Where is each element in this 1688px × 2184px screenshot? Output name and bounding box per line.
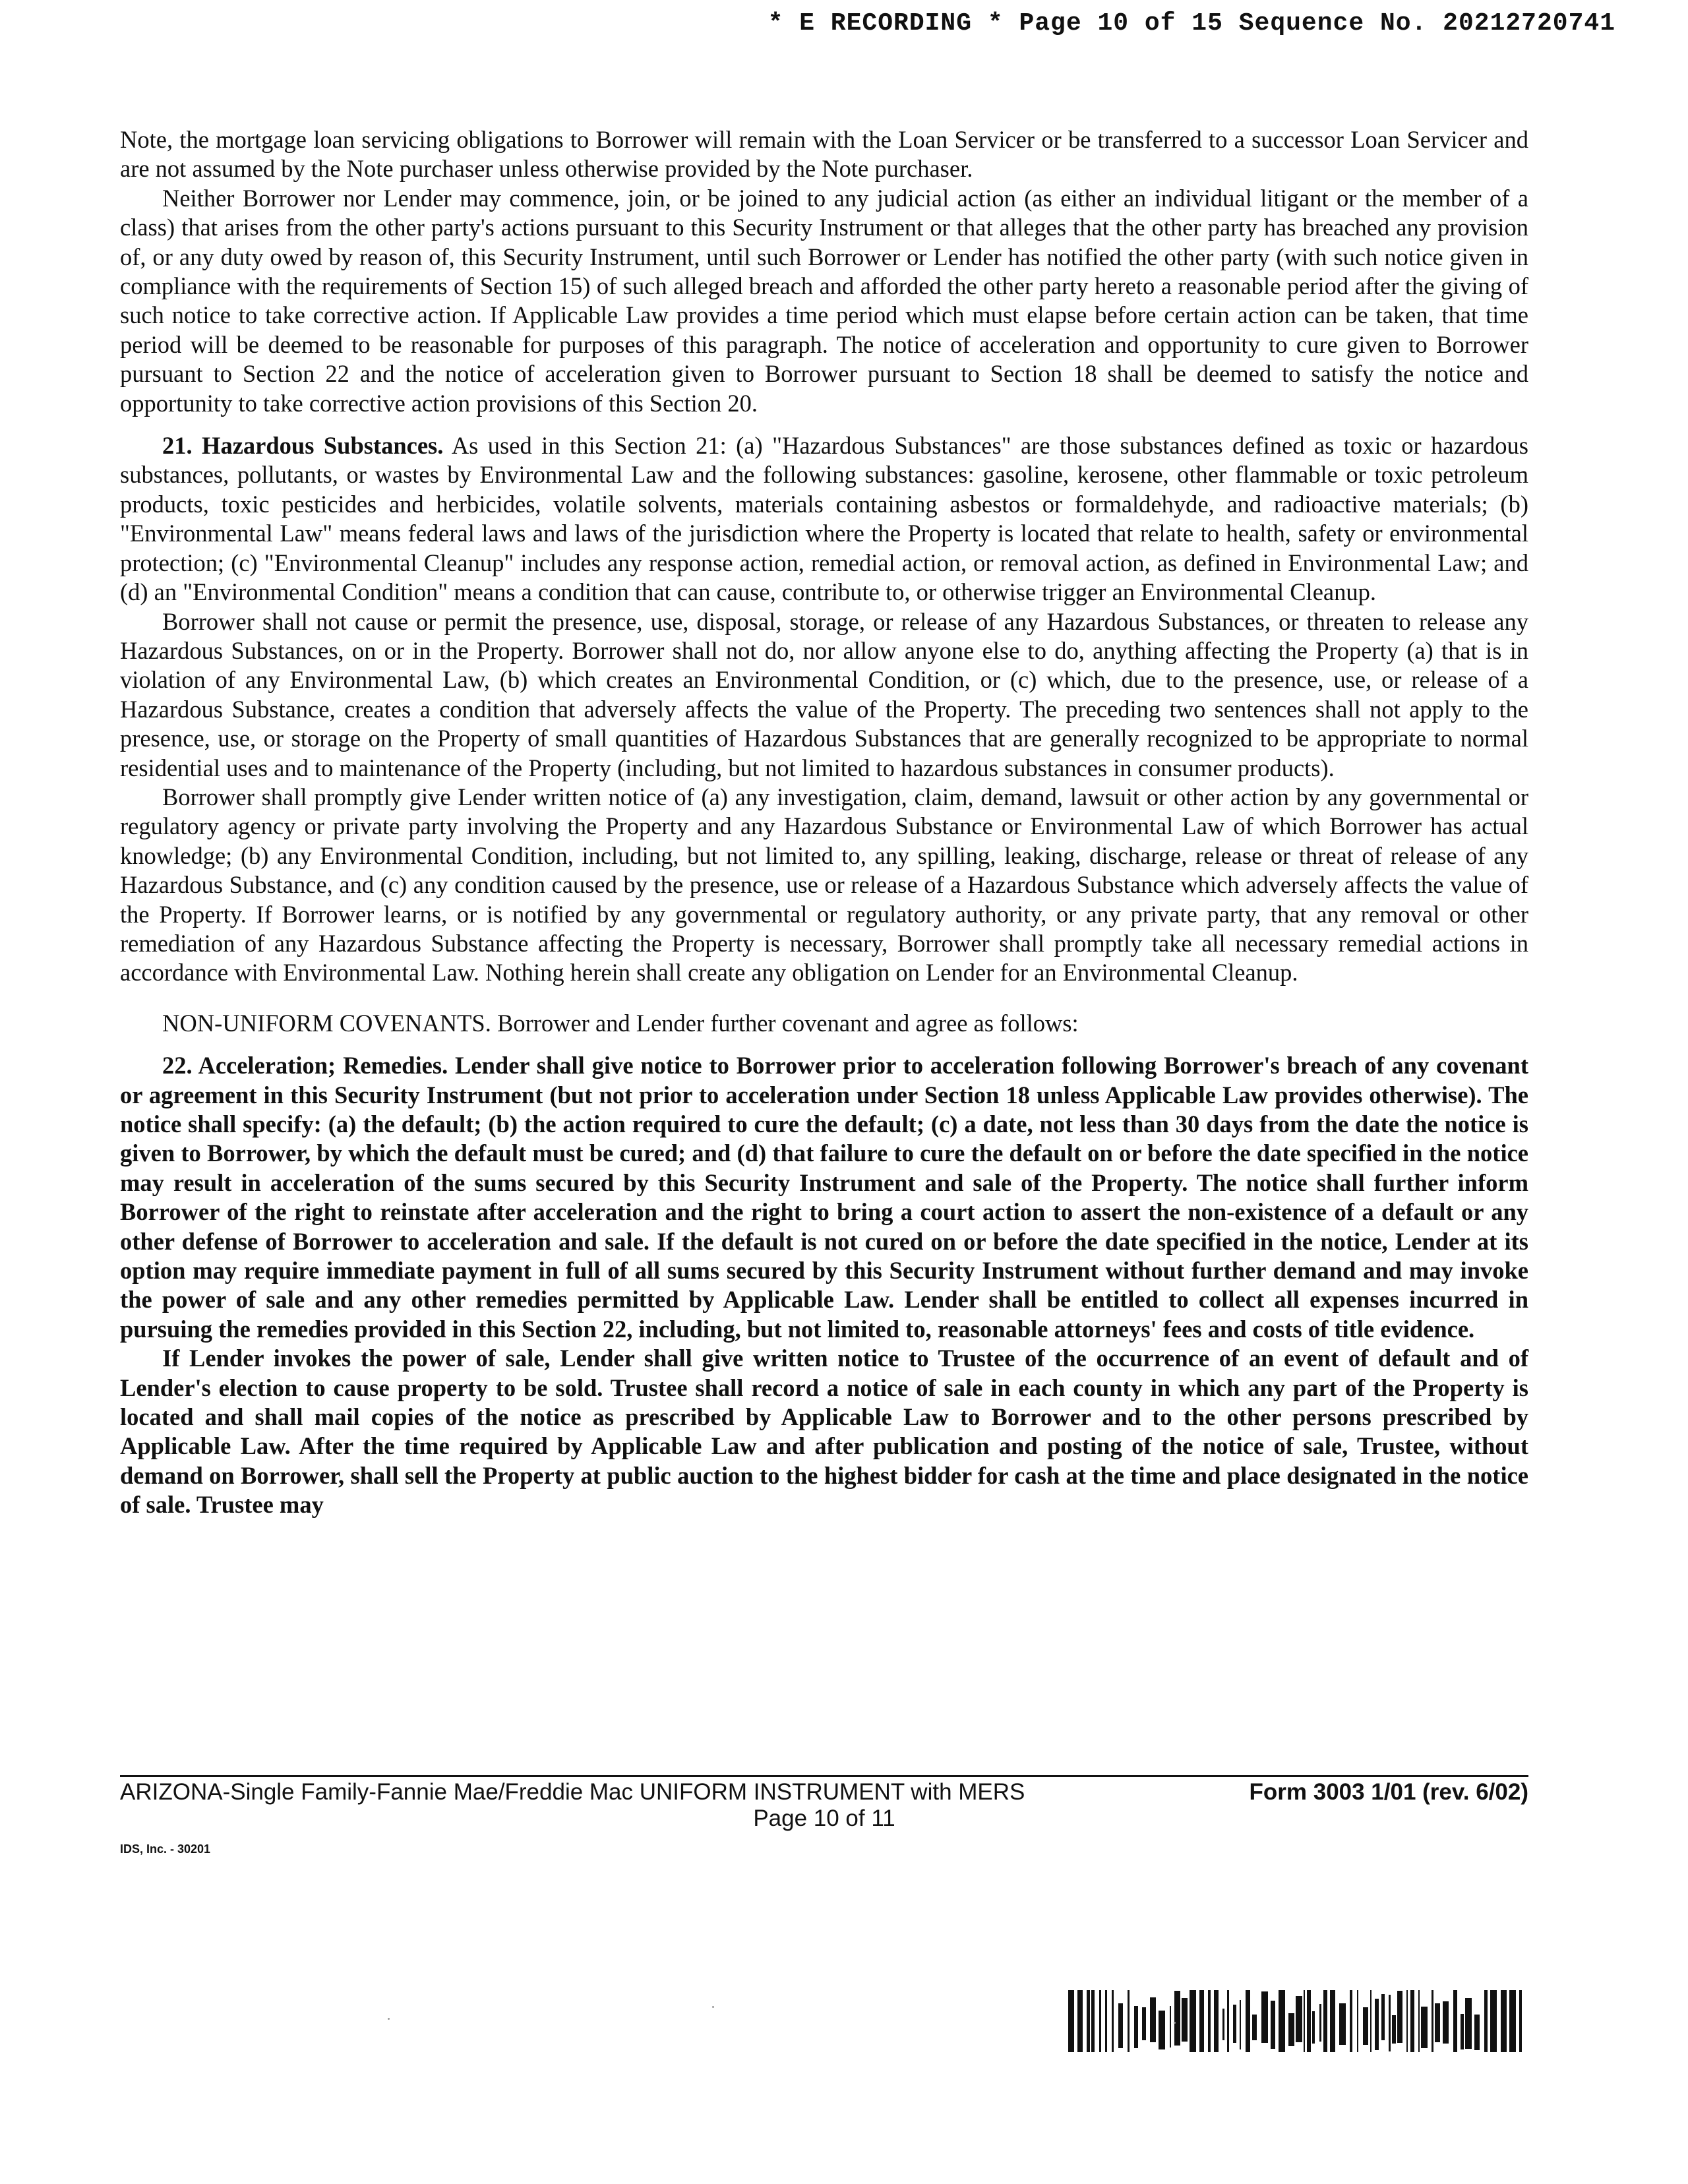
paragraph-power-of-sale: If Lender invokes the power of sale, Lender shall give written notice to Trustee of the occurrence of an event of default and of Lender's election to cause property to be sold. Trustee shall record a notice of sale in each county in which any part of the Property is located and shall mail copies of the notice as prescribed by Applicable Law to Borrower and to the other persons prescribed by Applicable Law. After the time required by Applicable Law and after publication and posting of the notice of sale, Trustee, without demand on Borrower, shall sell the Property at public auction to the highest bidder for cash at the time and place designated in the notice of sale. Trustee may [120,1345,1528,1519]
paragraph-section-22: 22. Acceleration; Remedies. Lender shall give notice to Borrower prior to acceleration following Borrower's breach of any covenant or agreement in this Security Instrument (but not prior to acceleration under Section 18 unless Applicable Law provides otherwise). The notice shall specify: (a) the default; (b) the action required to cure the default; (c) a date, not less than 30 days from the date the notice is given to Borrower, by which the default must be cured; and (d) that failure to cure the default on or before the date specified in the notice may result in acceleration of the sums secured by this Security Instrument and sale of the Property. The notice shall further inform Borrower of the right to reinstate after acceleration and the right to bring a court action to assert the non-existence of a default or any other defense of Borrower to acceleration and sale. If the default is not cured on or before the date specified in the notice, Lender at its option may require immediate payment in full of all sums secured by this Security Instrument without further demand and may invoke the power of sale and any other remedies permitted by Applicable Law. Lender shall be entitled to collect all expenses incurred in pursuing the remedies provided in this Section 22, including, but not limited to, reasonable attorneys' fees and costs of title evidence. [120,1052,1528,1343]
barcode-bar [1406,1990,1408,2052]
barcode-bar [1105,1990,1107,2052]
scan-speck [388,2018,390,2020]
barcode-bar [1288,2013,1294,2046]
recording-header: * E RECORDING * Page 10 of 15 Sequence No. 20212720741 [768,9,1615,38]
barcode-bar [1465,1998,1472,2049]
form-description [120,1779,1025,1805]
barcode-bar [1375,1999,1379,2050]
barcode-bar [1159,2011,1165,2049]
barcode-bar [1128,1990,1130,2052]
scan-speck [1174,2022,1176,2024]
barcode-bar [1227,1990,1229,2052]
barcode-bar [1233,2005,1236,2043]
barcode-bar [1461,2014,1464,2049]
barcode-bar [1068,1990,1074,2052]
barcode-bar [1410,1990,1414,2052]
barcode-bar [1134,2006,1138,2048]
form-id: Form 3003 1/01 (rev. 6/02) [1249,1779,1528,1805]
barcode-bar [1118,2003,1123,2048]
barcode-bar [1214,1990,1219,2052]
barcode-bar [1112,1990,1114,2052]
barcode-bar [1474,2015,1480,2050]
barcode-bar [1174,1991,1180,2046]
barcode-bar [1357,1990,1358,2052]
barcode-bar [1363,2007,1368,2045]
barcode-bar [1432,1990,1433,2052]
barcode-bar [1484,1990,1488,2052]
barcode-bar [1099,1990,1101,2052]
page-number: Page 10 of 11 [753,1805,895,1831]
barcode-bar [1381,1994,1385,2040]
barcode-bar [1222,2009,1224,2040]
scan-speck [712,2006,714,2008]
barcode-bar [1190,1990,1196,2052]
form-desc-text: -Single Family-Fannie Mae/Freddie Mac UNIFORM INSTRUMENT with MERS [222,1779,1025,1805]
non-uniform-covenants: NON-UNIFORM COVENANTS. Borrower and Lender further covenant and agree as follows: [162,1009,1079,1037]
barcode-bar [1453,1990,1457,2052]
footer-divider [120,1775,1528,1777]
section-21-heading: 21. Hazardous Substances. [162,432,444,460]
barcode-bar [1339,2003,1346,2045]
paragraph-section-20-notice: Neither Borrower nor Lender may commence, join, or be joined to any judicial action (as either an individual litigant or the member of a class) that arises from the other party's actions pursuant to this Security Instrument or that alleges that the other party has breached any provision of, or any duty owed by reason of, this Security Instrument, until such Borrower or Lender has notified the other party (with such notice given in compliance with the requirements of Section 15) of such alleged breach and afforded the other party hereto a reasonable period after the giving of such notice to take corrective action. If Applicable Law provides a time period which must elapse before certain action can be taken, that time period will be deemed to be reasonable for purposes of this paragraph. The notice of acceleration and opportunity to cure given to Borrower pursuant to Section 22 and the notice of acceleration given to Borrower pursuant to Section 18 shall be deemed to satisfy the notice and opportunity to take corrective action provisions of this Section 20. [120,184,1528,417]
barcode-bar [1170,2006,1171,2048]
barcode-bar [1501,1990,1507,2052]
barcode-bar [1150,1997,1156,2042]
barcode-bar [1350,1990,1352,2052]
paragraph-note-servicer: Note, the mortgage loan servicing obligations to Borrower will remain with the Loan Servicer or be transferred to a successor Loan Servicer and are not assumed by the Note purchaser unless otherwise provided by the Note purchaser. [120,126,1528,183]
barcode-bar [1389,1995,1391,2051]
barcode-bar [1246,1990,1250,2052]
barcode-bar [1319,2004,1321,2042]
form-state: ARIZONA [120,1779,223,1805]
barcode-bar [1296,1996,1302,2042]
paragraph-hazardous-prohibition: Borrower shall not cause or permit the presence, use, disposal, storage, or release of any Hazardous Substances, or threaten to release any Hazardous Substances, on or in the Property. Borrower shall not do, nor allow anyone else to do, anything affecting the Property (a) that is in violation of any Environmental Law, (b) which creates an Environmental Condition, or (c) which, due to the presence, use, or release of a Hazardous Substance, creates a condition that adversely affects the value of the Property. The preceding two sentences shall not apply to the presence, use, or storage on the Property of small quantities of Hazardous Substances that are generally recognized to be appropriate to normal residential uses and to maintenance of the Property (including, but not limited to hazardous substances in consumer products). [120,607,1528,781]
section-21-text: As used in this Section 21: (a) "Hazardous Substances" are those substances defined as toxic or hazardous substances, pollutants, or wastes by Environmental Law and the following substances: gasoline, kerosene, other flammable or toxic petroleum products, toxic pesticides and herbicides, volatile solvents, materials containing asbestos or formaldehyde, and radioactive materials; (b) "Environmental Law" means federal laws and laws of the jurisdiction where the Property is located that relate to health, safety or environmental protection; (c) "Environmental Cleanup" includes any response action, remedial action, or removal action, as defined in Environmental Law; and (d) an "Environmental Condition" means a condition that can cause, contribute to, or otherwise trigger an Environmental Cleanup. [120,432,1528,606]
barcode-bar [1304,1990,1305,2052]
barcode-bar [1397,1991,1402,2043]
barcode-bar [1252,2015,1257,2040]
barcode-bar [1392,2015,1396,2044]
paragraph-hazardous-notice: Borrower shall promptly give Lender written notice of (a) any investigation, claim, demand, lawsuit or other action by any governmental or regulatory agency or private party involving the Property and any Hazardous Substance or Environmental Law of which Borrower has actual knowledge; (b) any Environmental Condition, including, but not limited to, any spilling, leaking, discharge, release or threat of release of any Hazardous Substance, and (c) any condition caused by the presence, use or release of a Hazardous Substance which adversely affects the value of the Property. If Borrower learns, or is notified by any governmental or regulatory authority, or any private party, that any removal or other remediation of any Hazardous Substance affecting the Property is necessary, Borrower shall promptly take all necessary remedial actions in accordance with Environmental Law. Nothing herein shall create any obligation on Lender for an Environmental Cleanup. [120,783,1528,986]
barcode-bar [1087,1990,1090,2052]
barcode-bar [1443,2001,1449,2044]
barcode-bar [1279,1990,1285,2052]
paragraph-section-21 [120,431,1528,607]
barcode-bar [1312,2011,1315,2044]
barcode-bar [1091,1990,1095,2052]
barcode-bar [1330,1990,1335,2052]
barcode-bar [1509,1990,1516,2052]
barcode-bar [1077,1990,1083,2052]
barcode-bar [1435,2003,1440,2042]
form-footer [120,1779,1528,1805]
barcode-bar [1199,1990,1204,2052]
barcode-bar [1271,2001,1275,2049]
barcode-bar [1370,1990,1372,2052]
barcode-bar [1421,2007,1428,2048]
barcode-bar [1240,2000,1241,2049]
ids-code: IDS, Inc. - 30201 [120,1842,211,1856]
barcode-bar [1208,1990,1211,2052]
barcode-bar [1519,1990,1522,2052]
barcode-bar [1307,1990,1311,2052]
barcode-image [1068,1990,1530,2052]
barcode-bar [1142,2007,1146,2040]
barcode-bar [1261,1991,1268,2043]
barcode-bar [1182,1998,1188,2042]
barcode-bar [1323,1990,1327,2052]
barcode-bar [1418,1990,1420,2052]
barcode-bar [1490,1990,1497,2052]
document-body [120,125,1528,1520]
